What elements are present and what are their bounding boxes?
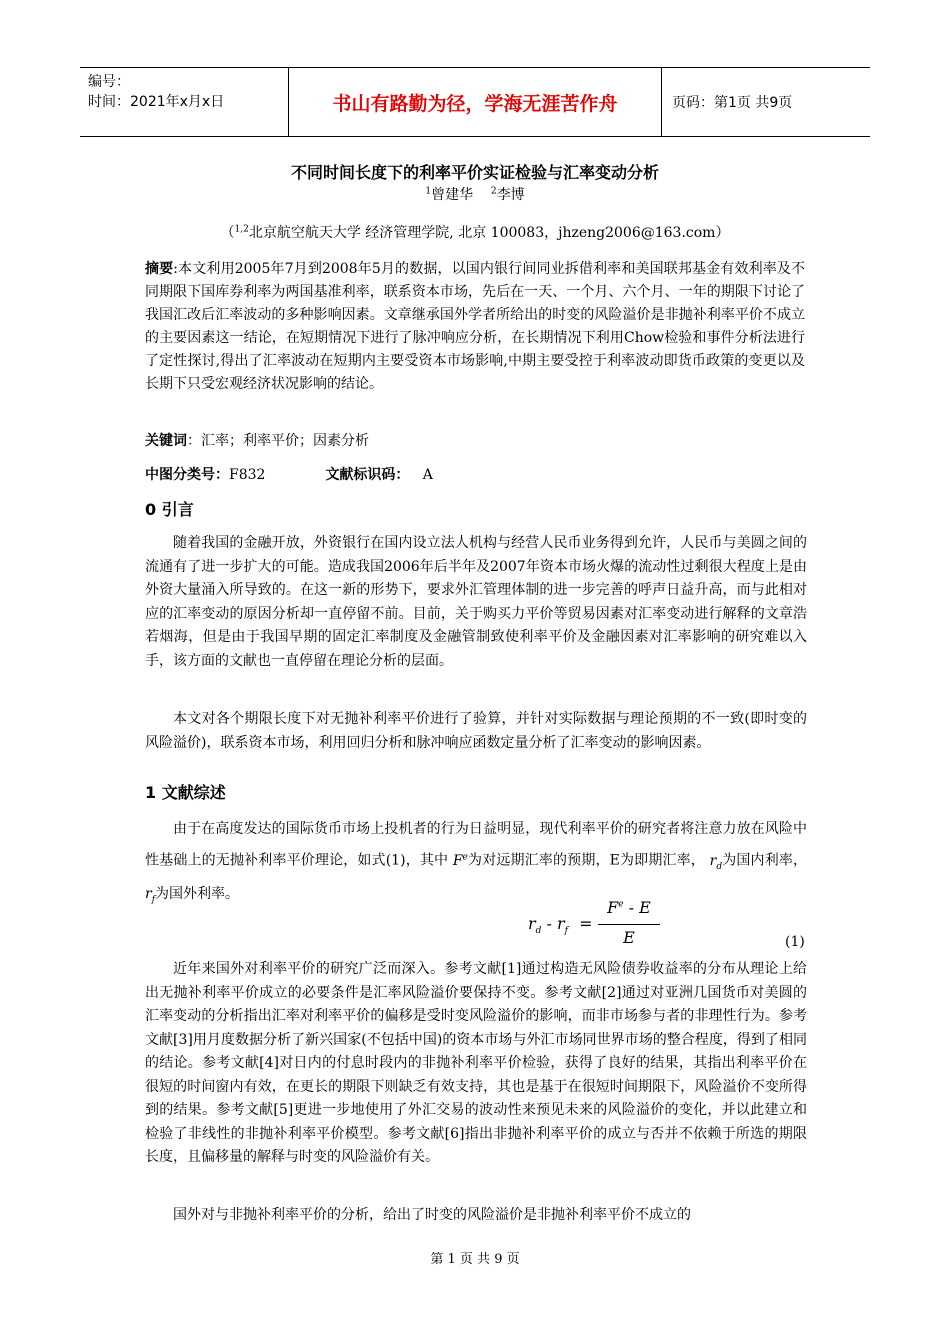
clc-label: 中图分类号：: [145, 467, 229, 483]
section-1-title: 1 文献综述: [145, 783, 226, 802]
formula-numerator: $F^e$ - E: [607, 898, 651, 917]
section-1-paragraph-1: [145, 815, 807, 914]
section-0-paragraph-1: 随着我国的金融开放，外资银行在国内设立法人机构与经营人民币业务得到允许，人民币与美圆之间的流通有了进一步扩大的可能。造成我国2006年后半年及2007年资本市场火爆的流动性过剩很大程度上是由外资大量涌入所导致的。在这一新的形势下，要求外汇管理体制的进一步完善的呼声日益升高，而与此相对应的汇率变动的原因分析却一直停留不前。目前，关于购买力平价等贸易因素对汇率变动进行解释的文章浩若烟海，但是由于我国早期的固定汇率制度及金融管制致使利率平价及金融因素对汇率影响的研究难以入手，该方面的文献也一直停留在理论分析的层面。: [145, 535, 807, 669]
forward-rate-symbol: $F^e$: [452, 852, 468, 869]
formula-denominator: E: [623, 928, 635, 947]
fraction-bar: [598, 924, 660, 925]
domestic-rate-symbol: $r_d$: [709, 852, 723, 872]
section-0-title: 0 引言: [145, 500, 194, 519]
formula-number: (1): [785, 934, 805, 950]
affil-sup: 1,2: [234, 224, 249, 235]
abstract-text: :本文利用2005年7月到2008年5月的数据，以国内银行间同业拆借利率和美国联邦基金有效利率及不同期限下国库券利率为两国基准利率，联系资本市场，先后在一天、一个月、六个月、一年的期限下讨论了我国汇改后汇率波动的多种影响因素。文章继承国外学者所给出的时变的风险溢价是非抛补利率平价不成立的主要因素这一结论，在短期情况下进行了脉冲响应分析，在长期情况下利用Chow检验和事件分析法进行了定性探讨,得出了汇率波动在短期内主要受资本市场影响,中期主要受控于利率波动即货币政策的变更以及长期下只受宏观经济状况影响的结论。: [145, 261, 806, 392]
author2: 李博: [496, 187, 525, 203]
motto: 书山有路勤为径，学海无涯苦作舟: [289, 68, 662, 136]
s1p1-part-c: 为国内利率，: [722, 852, 808, 869]
section-0-paragraph-2: 本文对各个期限长度下对无抛补利率平价进行了验算，并针对实际数据与理论预期的不一致(即时变的风险溢价)，联系资本市场，利用回归分析和脉冲响应函数定量分析了汇率变动的影响因素。: [145, 711, 807, 751]
affil-open: （: [220, 225, 235, 241]
classification: [145, 464, 433, 484]
foreign-rate-symbol: $r_f$: [145, 886, 156, 906]
affil-text: 北京航空航天大学 经济管理学院, 北京 100083，jhzeng2006@163.com）: [248, 225, 730, 241]
doc-code-label: 文献标识码：: [325, 467, 410, 483]
keywords: [145, 430, 369, 450]
header-table: [80, 67, 870, 137]
author2-sup: 2: [490, 186, 497, 197]
s1p1-part-b: 为对远期汇率的预期，E为即期汇率，: [467, 852, 705, 869]
time-label: 时间：2021年x月x日: [88, 94, 225, 110]
header-left-cell: [80, 68, 289, 136]
keywords-label: 关键词: [145, 433, 187, 449]
paper-title: 不同时间长度下的利率平价实证检验与汇率变动分析: [290, 163, 659, 182]
page-footer: 第 1 页 共 9 页: [430, 1252, 520, 1267]
formula-uip: [528, 898, 668, 954]
authors: [0, 184, 950, 204]
author1-sup: 1: [425, 186, 432, 197]
s1p1-part-a: 由于在高度发达的国际货币市场上投机者的行为日益明显，现代利率平价的研究者将注意力放在风险中性基础上的无抛补利率平价理论，如式(1)，其中: [145, 821, 807, 869]
formula-lhs: $r_d - r_f$ =: [528, 914, 593, 937]
abstract-label: 摘要: [145, 261, 174, 277]
doc-code-value: A: [422, 467, 433, 483]
section-1-paragraph-2: 近年来国外对利率平价的研究广泛而深入。参考文献[1]通过构造无风险债券收益率的分布从理论上给出无抛补利率平价成立的必要条件是汇率风险溢价要保持不变。参考文献[2]通过对亚洲几国货币对美圆的汇率变动的分析指出汇率对利率平价的偏移是受时变风险溢价的影响，而非市场参与者的非理性行为。参考文献[3]用月度数据分析了新兴国家(不包括中国)的资本市场与外汇市场同世界市场的整合程度，得到了相同的结论。参考文献[4]对日内的付息时段内的非抛补利率平价检验，获得了良好的结果，其指出利率平价在很短的时间窗内有效，在更长的期限下则缺乏有效支持，其也是基于在很短时间期限下，风险溢价不变所得到的结果。参考文献[5]更进一步地使用了外汇交易的波动性来预见未来的风险溢价的变化，并以此建立和检验了非线性的非抛补利率平价模型。参考文献[6]指出非抛补利率平价的成立与否并不依赖于所选的期限长度，且偏移量的解释与时变的风险溢价有关。: [145, 961, 807, 1165]
section-1-paragraph-3: 国外对与非抛补利率平价的分析，给出了时变的风险溢价是非抛补利率平价不成立的: [173, 1207, 691, 1223]
clc-value: F832: [229, 467, 266, 483]
page-info: 页码：第1页 共9页: [672, 95, 793, 111]
number-label: 编号：: [88, 74, 130, 90]
affiliation: [0, 222, 950, 242]
author1: 曾建华: [431, 187, 474, 203]
keywords-text: ：汇率；利率平价；因素分析: [187, 433, 369, 449]
abstract: [145, 258, 805, 396]
s1p1-part-d: 为国外利率。: [155, 886, 240, 903]
